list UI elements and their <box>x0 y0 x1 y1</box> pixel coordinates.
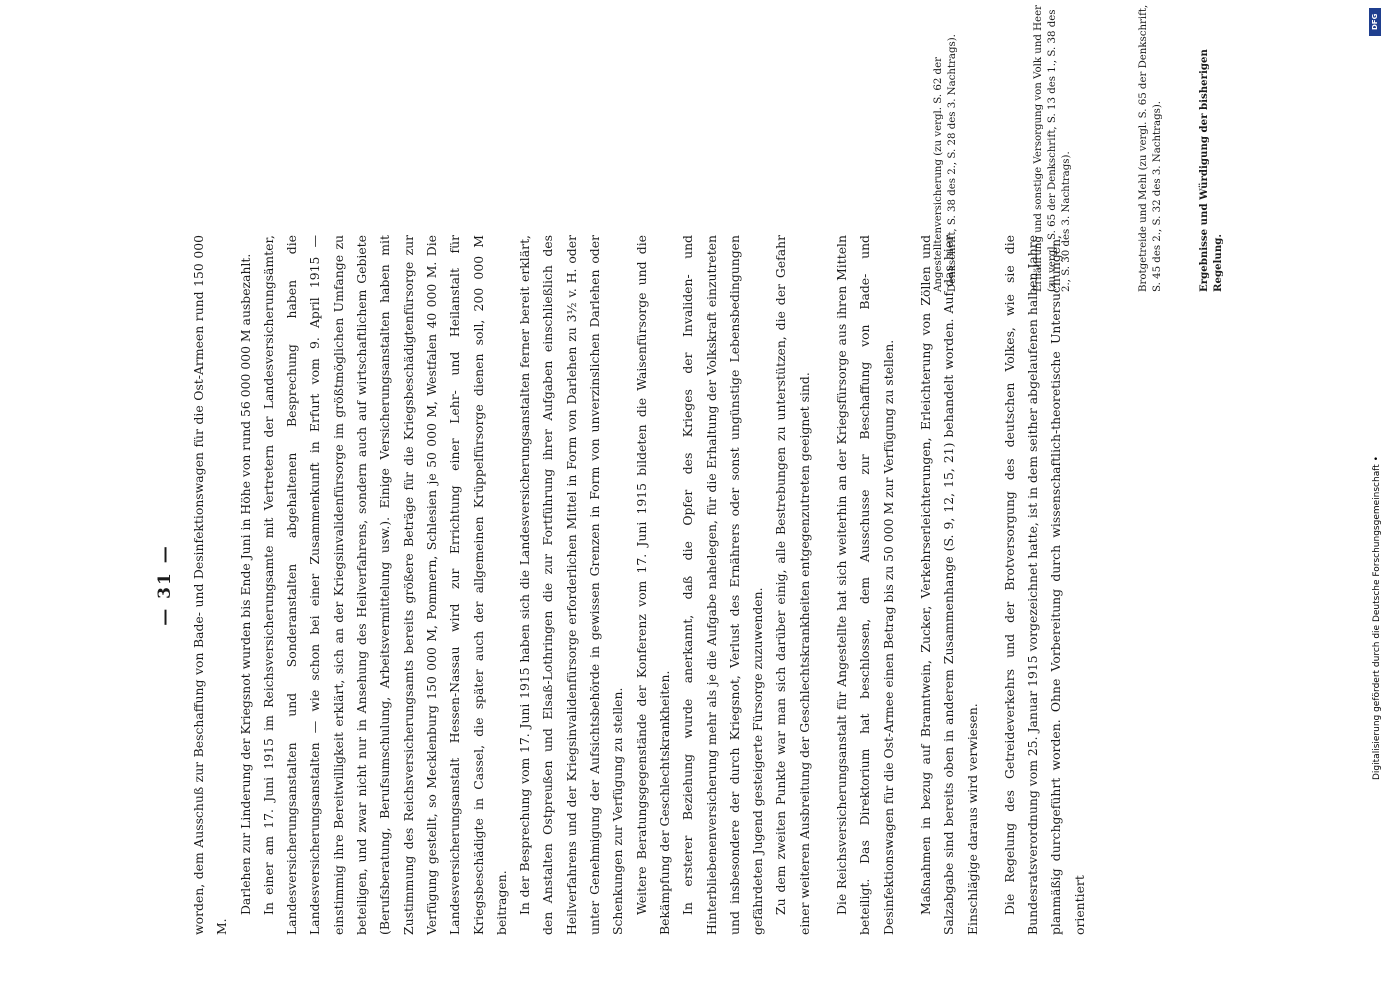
dfg-logo-icon: DFG <box>1369 8 1381 36</box>
paragraph: Die Reichsversicherungsanstalt für Angestellte hat sich weiterhin an der Kriegsfürsorge aus ihren Mitteln beteiligt. Das Direktorium hat beschlossen, dem Ausschusse zur Beschaffung von Bade- und Desinfektionswagen für die Ost-Armee einen Betrag bis zu 50 000 M zur Verfügung zu stellen. <box>834 235 896 935</box>
paragraph: Maßnahmen in bezug auf Branntwein, Zucker, Verkehrserleichterungen, Erleichterung von Zöllen und Salzabgabe sind bereits oben in anderem Zusammenhange (S. 9, 12, 15, 21) behandelt worden. Auf das hier Einschlägige daraus wird verwiesen. <box>917 235 980 935</box>
main-text <box>187 235 1091 935</box>
paragraph: Darlehen zur Linderung der Kriegsnot wurden bis Ende Juni in Höhe von rund 56 000 000 M ausbezahlt. <box>237 253 253 915</box>
margin-note: Brotgetreide und Mehl (zu vergl. S. 65 der Denkschrift, S. 45 des 2., S. 32 des 3. Nachtrags). <box>1138 4 1163 292</box>
paragraph: In ersterer Beziehung wurde anerkannt, daß die Opfer des Krieges der Invaliden- und Hinterbliebenenversicherung mehr als je die Aufgabe nahelegen, für die Erhaltung der Volkskraft einzutreten und insbesondere der durch Kriegsnot, Verlust des Ernährers oder sonst ungünstige Lebensbedingungen gefährdeten Jugend gesteigerte Fürsorge zuzuwenden. <box>680 235 766 935</box>
paragraph: In einer am 17. Juni 1915 im Reichsversicherungsamte mit Vertretern der Landesversicherungsämter, Landesversicherungsanstalten und Sonderanstalten abgehaltenen Besprechung haben die Landesversicherungsanstalten — wie schon bei einer Zusammenkunft in Erfurt vom 9. April 1915 — einstimmig ihre Bereitwilligkeit erklärt, sich an der Kriegsinvalidenfürsorge im größtmöglichen Umfange zu beteiligen, und zwar nicht nur in Ansehung des Heilverfahrens, sondern auch auf wirtschaftlichem Gebiete (Berufsberatung, Berufsumschulung, Arbeitsvermittelung usw.). Einige Versicherungsanstalten haben mit Zustimmung des Reichsversicherungsamts bereits größere Beträge für die Kriegsbeschädigtenfürsorge zur Verfügung gestellt, so Mecklenburg 150 000 M, Pommern, Schlesien je 50 000 M, Westfalen 40 000 M. Die Landesversicherungsanstalt Hessen-Nassau wird zur Errichtung einer Lehr- und Heilanstalt für Kriegsbeschädigte in Cassel, die später auch der allgemeinen Krüppelfürsorge dienen soll, 200 000 M beitragen. <box>260 235 509 935</box>
document-page <box>155 235 1087 935</box>
paragraph: worden, dem Ausschuß zur Beschaffung von Bade- und Desinfektionswagen für die Ost-Armeen rund 150 000 M. <box>191 235 230 935</box>
paragraph: In der Besprechung vom 17. Juni 1915 haben sich die Landesversicherungsanstalten ferner bereit erklärt, den Anstalten Ostpreußen und Elsaß-Lothringen die zur Fortführung ihrer Aufgaben einschließlich des Heilverfahrens und der Kriegsinvalidenfürsorge erforderlichen Mittel in Form von Darlehen zu 3½ v. H. oder unter Genehmigung der Aufsichtsbehörde in gewissen Grenzen in Form von unverzinslichen Darlehen oder Schenkungen zur Verfügung zu stellen. <box>517 235 626 935</box>
margin-note: Ernährung und sonstige Versorgung von Volk und Heer (zu vergl. S. 65 der Denkschrift, S. 13 des 1., S. 38 des 2., S. 30 des 3. Nachtrags). <box>1033 5 1072 292</box>
page-number: — 31 — <box>155 544 175 626</box>
margin-notes <box>932 0 1262 292</box>
margin-note: Ergebnisse und Würdigung der bisherigen Regelung. <box>1198 49 1224 292</box>
paragraph: Zu dem zweiten Punkte war man sich darüber einig, alle Bestrebungen zu unterstützen, die der Gefahr einer weiteren Ausbreitung der Geschlechtskrankheiten entgegenzutreten geeignet sind. <box>773 235 812 935</box>
paragraph: Die Regelung des Getreideverkehrs und der Brotversorgung des deutschen Volkes, wie sie die Bundesratsverordnung vom 25. Januar 1915 vorgezeichnet hatte, ist in dem seither abgelaufenen halben Jahre planmäßig durchgeführt worden. Ohne Vorbereitung durch wissenschaftlich-theoretische Untersuchungen, orientiert <box>1001 235 1087 935</box>
digitization-stamp: Digitalisierung gefördert durch die Deutsche Forschungsgemeinschaft • <box>1372 456 1382 780</box>
paragraph: Weitere Beratungsgegenstände der Konferenz vom 17. Juni 1915 bildeten die Waisenfürsorge und die Bekämpfung der Geschlechtskrankheiten. <box>633 235 672 935</box>
margin-note: Angestelltenversicherung (zu vergl. S. 62 der Denkschrift, S. 38 des 2., S. 28 des 3. Nachtrags). <box>933 34 958 292</box>
